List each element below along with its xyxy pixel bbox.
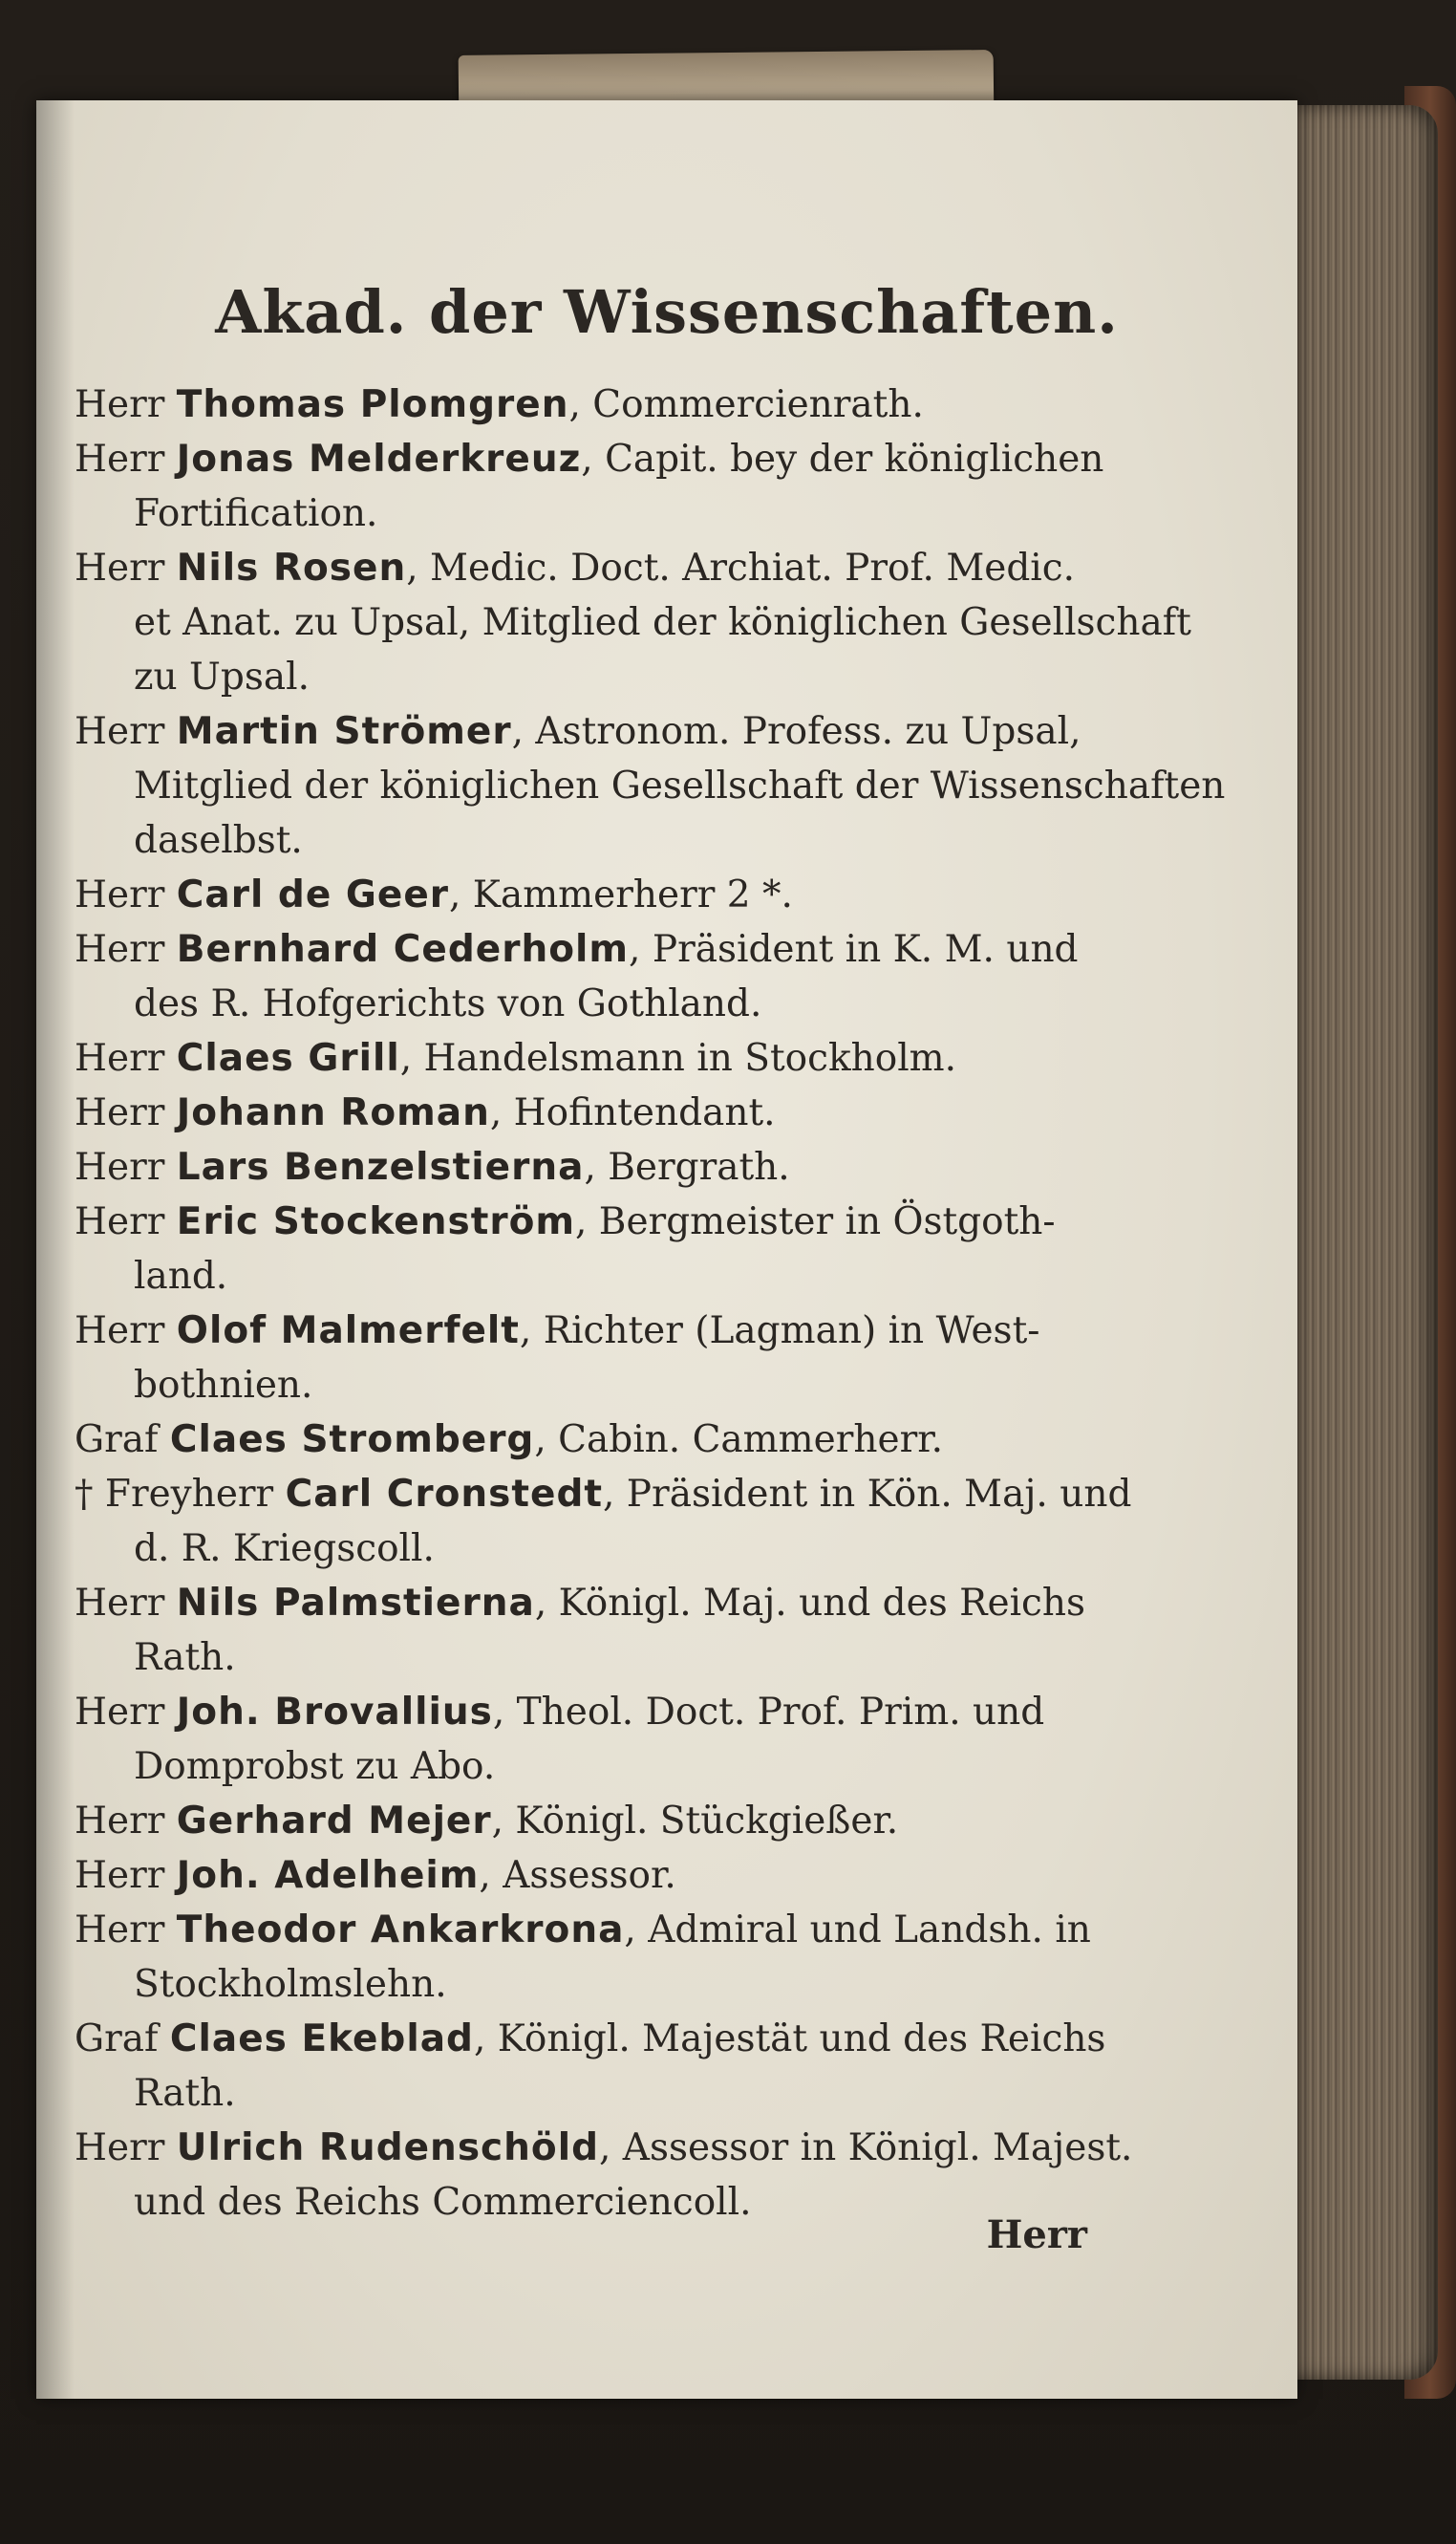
list-entry (75, 1576, 1125, 1685)
entry-continuation: daselbst. (134, 819, 303, 862)
entry-title: Herr (75, 1037, 165, 1080)
entry-continuation: et Anat. zu Upsal, Mitglied der königlichen Gesellschaft (134, 601, 1191, 644)
entry-description: , Handelsmann in Stockholm. (399, 1037, 957, 1080)
entry-title: Herr (75, 1200, 165, 1243)
entry-name: Gerhard Mejer (176, 1800, 492, 1843)
list-entry (75, 1903, 1125, 2012)
entry-description: , Richter (Lagman) in West- (519, 1309, 1040, 1352)
list-entry (75, 1412, 1125, 1467)
entry-continuation: Mitglied der königlichen Gesellschaft der Wissenschaften (134, 765, 1226, 808)
entry-name: Joh. Brovallius (176, 1691, 493, 1734)
entry-continuation: land. (134, 1255, 228, 1298)
entry-title: Herr (75, 1309, 165, 1352)
entry-name: Bernhard Cederholm (176, 928, 630, 971)
entry-title: Graf (75, 1418, 159, 1461)
list-entry (75, 1086, 1125, 1140)
list-entry (75, 1794, 1125, 1848)
entry-title: Herr (75, 1908, 165, 1951)
entry-continuation: und des Reichs Commerciencoll. (134, 2181, 752, 2224)
entry-title: Herr (75, 438, 165, 481)
page-stack (1285, 105, 1438, 2380)
list-entry (75, 1195, 1125, 1304)
entry-continuation: Domprobst zu Abo. (134, 1745, 496, 1788)
entry-name: Carl de Geer (176, 873, 450, 916)
list-entry (75, 541, 1191, 704)
entry-title: Herr (75, 710, 165, 753)
entry-name: Joh. Adelheim (176, 1854, 480, 1897)
entry-name: Martin Strömer (176, 710, 512, 753)
list-entry (75, 2012, 1125, 2121)
list-entry (75, 868, 1125, 922)
entry-title: Herr (75, 1146, 165, 1189)
running-head: Akad. der Wissenschaften. (215, 277, 1119, 347)
entry-continuation: bothnien. (134, 1364, 313, 1407)
entry-continuation: Rath. (134, 1636, 236, 1679)
entry-description: , Medic. Doct. Archiat. Prof. Medic. (406, 547, 1076, 590)
entry-title: Herr (75, 928, 165, 971)
catchword: Herr (986, 2212, 1087, 2257)
entry-name: Nils Rosen (176, 547, 407, 590)
entry-continuation: Fortification. (134, 492, 378, 535)
entry-title: Herr (75, 1691, 165, 1734)
list-entry (75, 1140, 1125, 1195)
list-entry (75, 1304, 1125, 1412)
entry-name: Claes Stromberg (169, 1418, 535, 1461)
entry-continuation: des R. Hofgerichts von Gothland. (134, 982, 762, 1025)
entry-continuation: d. R. Kriegscoll. (134, 1527, 435, 1570)
entry-title: Herr (75, 873, 165, 916)
entry-name: Claes Grill (176, 1037, 400, 1080)
entry-name: Nils Palmstierna (176, 1582, 535, 1625)
book-page (36, 100, 1297, 2399)
entry-name: Jonas Melderkreuz (176, 438, 582, 481)
entry-title: Herr (75, 1091, 165, 1134)
entry-description: , Theol. Doct. Prof. Prim. und (492, 1691, 1045, 1734)
entry-description: , Bergrath. (584, 1146, 790, 1189)
entry-description: , Admiral und Landsh. in (624, 1908, 1091, 1951)
entry-description: , Hofintendant. (489, 1091, 776, 1134)
entry-description: , Astronom. Profess. zu Upsal, (511, 710, 1081, 753)
page-gutter (36, 100, 75, 2399)
entry-description: , Commercienrath. (568, 383, 924, 426)
entry-name: Ulrich Rudenschöld (176, 2126, 599, 2169)
entry-description: , Königl. Stückgießer. (491, 1800, 899, 1843)
entry-name: Olof Malmerfelt (176, 1309, 520, 1352)
entry-name: Claes Ekeblad (169, 2017, 474, 2060)
list-entry (75, 1685, 1125, 1794)
entry-name: Eric Stockenström (176, 1200, 576, 1243)
entry-description: , Assessor. (479, 1854, 676, 1897)
entry-name: Johann Roman (176, 1091, 490, 1134)
list-entry (75, 2121, 1133, 2230)
entry-title: Herr (75, 1854, 165, 1897)
list-entry (75, 1031, 1125, 1086)
entry-name: Thomas Plomgren (176, 383, 569, 426)
entry-description: , Capit. bey der königlichen (581, 438, 1104, 481)
list-entry (75, 432, 1125, 541)
entry-description: , Cabin. Cammerherr. (534, 1418, 943, 1461)
entry-description: , Assessor in Königl. Majest. (599, 2126, 1133, 2169)
entry-continuation: zu Upsal. (134, 656, 310, 699)
entry-continuation: Rath. (134, 2072, 236, 2115)
entry-description: , Königl. Majestät und des Reichs (473, 2017, 1106, 2060)
list-entry (75, 704, 1226, 868)
entry-description: , Bergmeister in Östgoth- (575, 1200, 1056, 1243)
entry-continuation: Stockholmslehn. (134, 1963, 447, 2006)
list-entry (75, 922, 1125, 1031)
entry-name: Carl Cronstedt (285, 1473, 604, 1516)
member-list (75, 377, 1226, 2230)
entry-title: Herr (75, 383, 165, 426)
entry-description: , Präsident in Kön. Maj. und (603, 1473, 1132, 1516)
entry-name: Lars Benzelstierna (176, 1146, 585, 1189)
entry-description: , Kammerherr 2 *. (449, 873, 793, 916)
entry-description: , Königl. Maj. und des Reichs (534, 1582, 1086, 1625)
entry-title: Herr (75, 1582, 165, 1625)
list-entry (75, 377, 1125, 432)
entry-title: Herr (75, 1800, 165, 1843)
list-entry (75, 1848, 1125, 1903)
entry-name: Theodor Ankarkrona (176, 1908, 625, 1951)
entry-title: Graf (75, 2017, 159, 2060)
entry-description: , Präsident in K. M. und (629, 928, 1079, 971)
entry-title: Herr (75, 547, 165, 590)
entry-title: † Freyherr (75, 1473, 274, 1516)
list-entry (75, 1467, 1132, 1576)
entry-title: Herr (75, 2126, 165, 2169)
